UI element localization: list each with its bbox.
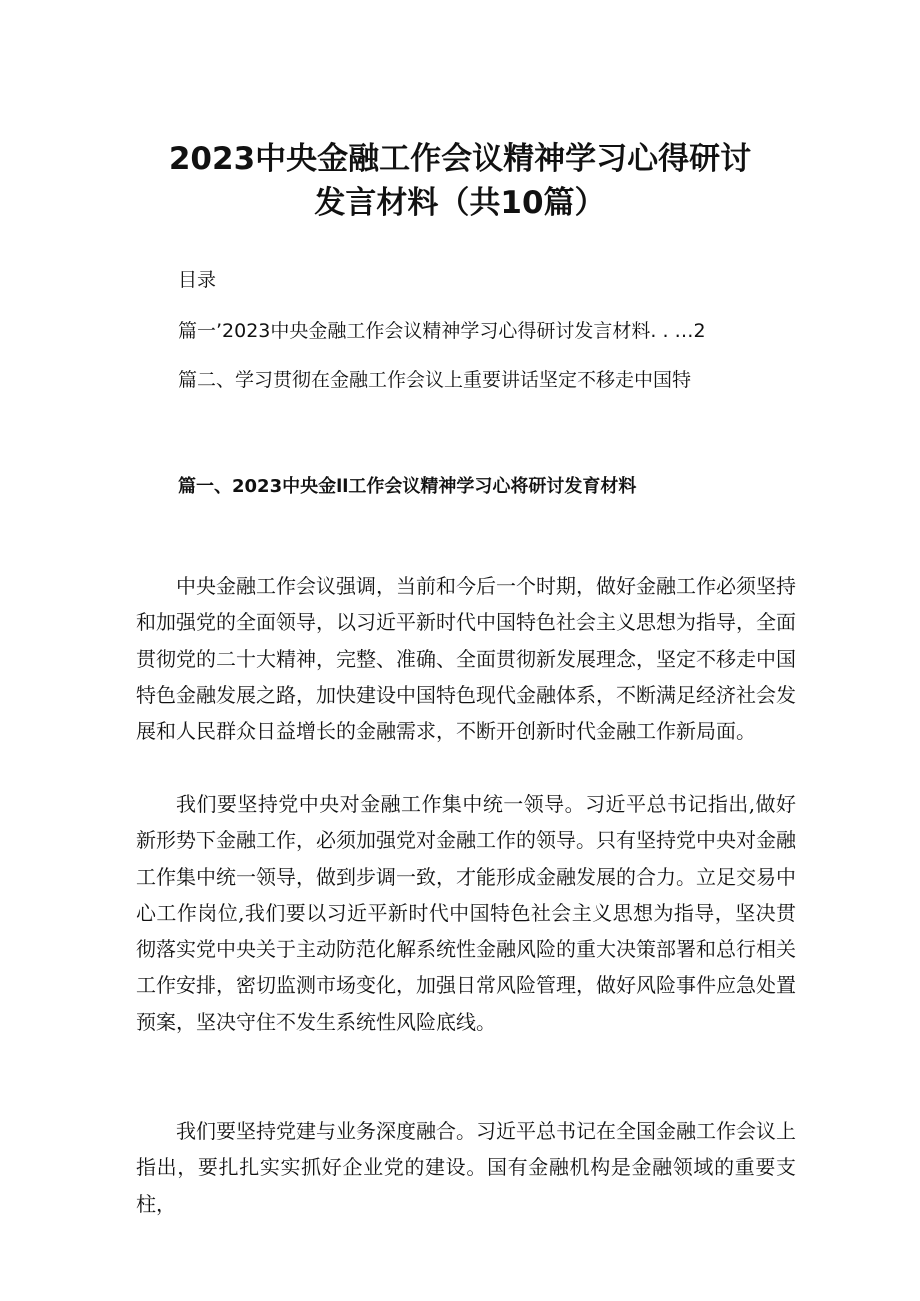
toc-heading: 目录: [178, 269, 217, 291]
body-paragraph: 我们要坚持党中央对金融工作集中统一领导。习近平总书记指出,做好新形势下金融工作，必须加强党对金融工作的领导。只有坚持党中央对金融工作集中统一领导，做到步调一致，才能形成金融发展的合力。立足交易中心工作岗位,我们要以习近平新时代中国特色社会主义思想为指导，坚决贯彻落实党中央关于主动防范化解系统性金融风险的重大决策部署和总行相关工作安排，密切监测市场变化，加强日常风险管理，做好风险事件应急处置预案，坚决守住不发生系统性风险底线。: [136, 792, 796, 1034]
toc-item[interactable]: 篇一’2023中央金融工作会议精神学习心得研讨发言材料. . …2: [178, 320, 706, 342]
document-title-line-1: 2023中央金融工作会议精神学习心得研讨: [168, 141, 752, 177]
document-title-line-2: 发言材料（共10篇）: [314, 185, 606, 221]
toc-item[interactable]: 篇二、学习贯彻在金融工作会议上重要讲话坚定不移走中国特: [178, 369, 692, 391]
body-paragraph: 我们要坚持党建与业务深度融合。习近平总书记在全国金融工作会议上指出，要扎扎实实抓好企业党的建设。国有金融机构是金融领域的重要支柱，: [136, 1119, 796, 1216]
body-paragraph: 中央金融工作会议强调，当前和今后一个时期，做好金融工作必须坚持和加强党的全面领导，以习近平新时代中国特色社会主义思想为指导，全面贯彻党的二十大精神，完整、准确、全面贯彻新发展理念，坚定不移走中国特色金融发展之路，加快建设中国特色现代金融体系，不断满足经济社会发展和人民群众日益增长的金融需求，不断开创新时代金融工作新局面。: [136, 574, 796, 744]
section-heading: 篇一、2023中央金ll工作会议精神学习心将研讨发育材料: [178, 476, 637, 497]
